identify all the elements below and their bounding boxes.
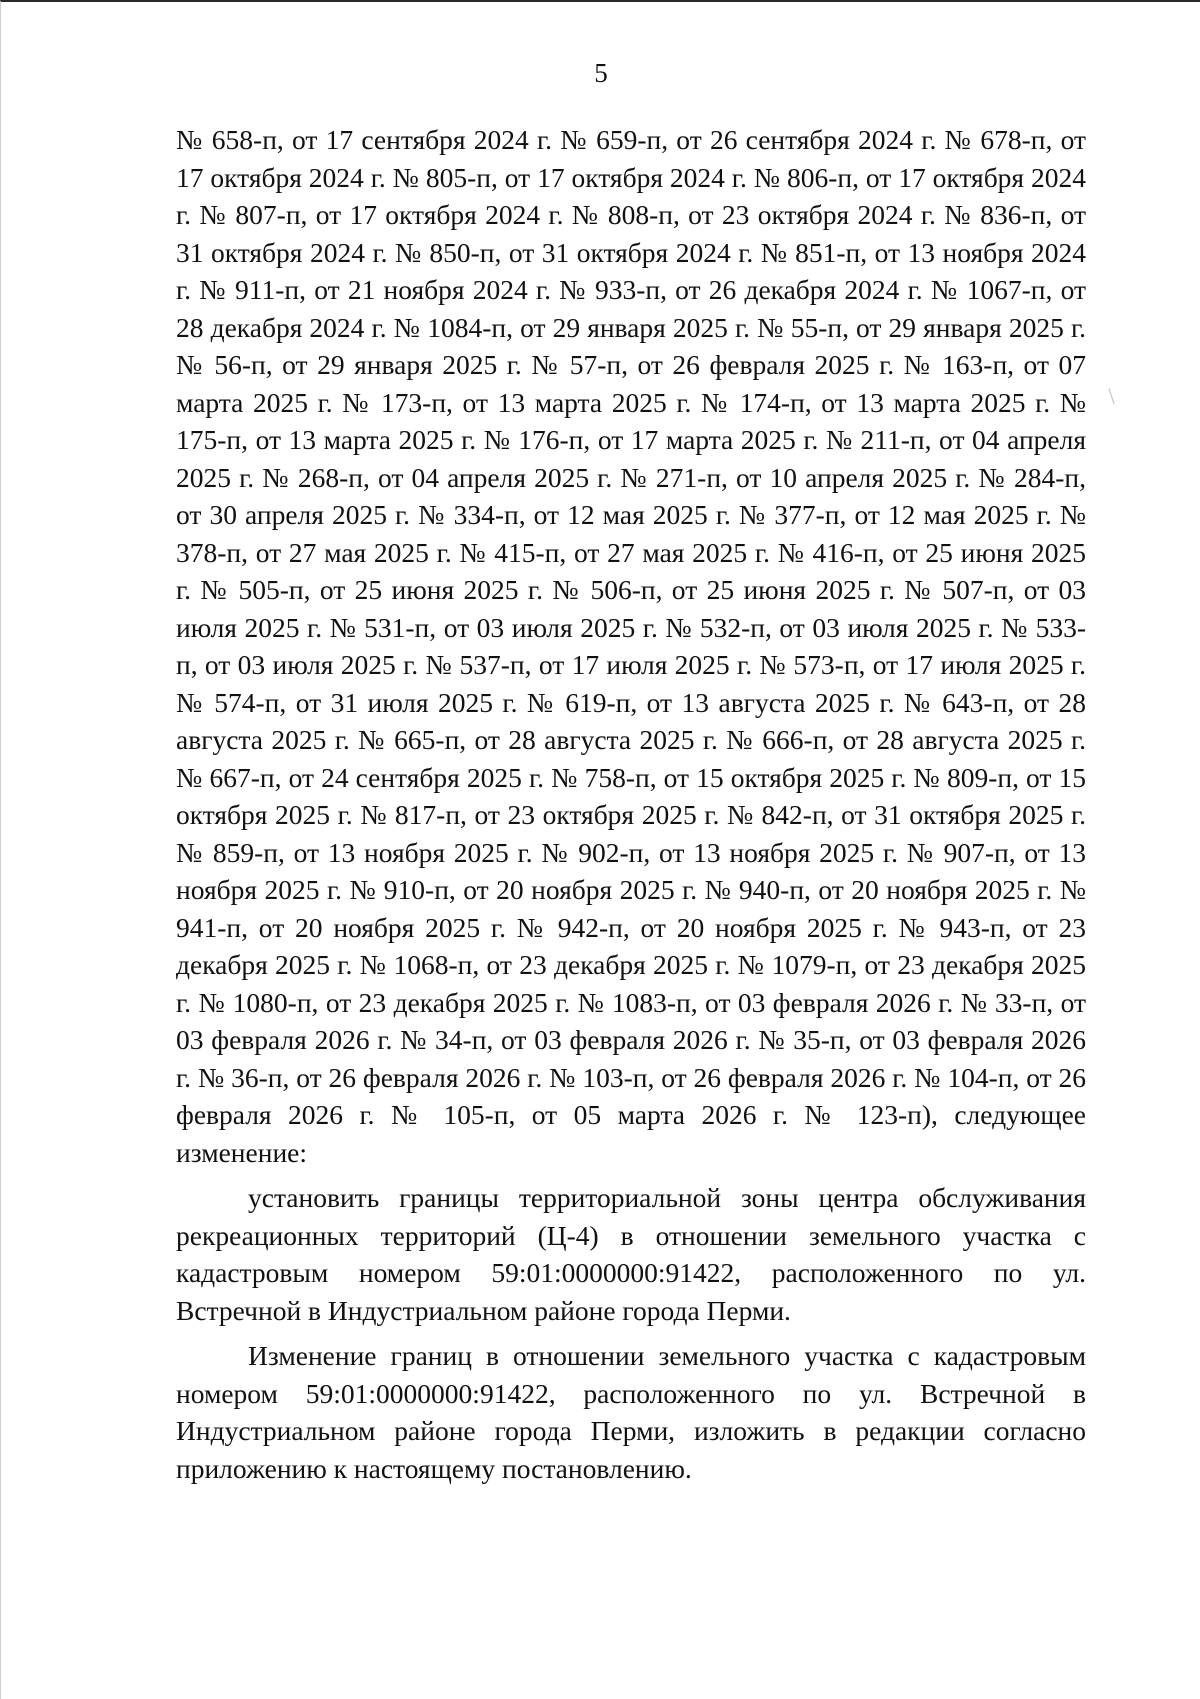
paragraph-resolution-list: № 658-п, от 17 сентября 2024 г. № 659-п, от 26 сентября 2024 г. № 678-п, от 17 октября 2024 г. № 805-п, от 17 октября 2024 г. № 806-п, от 17 октября 2024 г. № 807-п, от 17 октября 2024 г. № 808-п, от 23 октября 2024 г. № 836-п, от 31 октября 2024 г. № 850-п, от 31 октября 2024 г. № 851-п, от 13 ноября 2024 г. № 911-п, от 21 ноября 2024 г. № 933-п, от 26 декабря 2024 г. № 1067-п, от 28 декабря 2024 г. № 1084-п, от 29 января 2025 г. № 55-п, от 29 января 2025 г. № 56-п, от 29 января 2025 г. № 57-п, от 26 февраля 2025 г. № 163-п, от 07 марта 2025 г. № 173-п, от 13 марта 2025 г. № 174-п, от 13 марта 2025 г. № 175-п, от 13 марта 2025 г. № 176-п, от 17 марта 2025 г. № 211-п, от 04 апреля 2025 г. № 268-п, от 04 апреля 2025 г. № 271-п, от 10 апреля 2025 г. № 284-п, от 30 апреля 2025 г. № 334-п, от 12 мая 2025 г. № 377-п, от 12 мая 2025 г. № 378-п, от 27 мая 2025 г. № 415-п, от 27 мая 2025 г. № 416-п, от 25 июня 2025 г. № 505-п, от 25 июня 2025 г. № 506-п, от 25 июня 2025 г. № 507-п, от 03 июля 2025 г. № 531-п, от 03 июля 2025 г. № 532-п, от 03 июля 2025 г. № 533-п, от 03 июля 2025 г. № 537-п, от 17 июля 2025 г. № 573-п, от 17 июля 2025 г. № 574-п, от 31 июля 2025 г. № 619-п, от 13 августа 2025 г. № 643-п, от 28 августа 2025 г. № 665-п, от 28 августа 2025 г. № 666-п, от 28 августа 2025 г. № 667-п, от 24 сентября 2025 г. № 758-п, от 15 октября 2025 г. № 809-п, от 15 октября 2025 г. № 817-п, от 23 октября 2025 г. № 842-п, от 31 октября 2025 г. № 859-п, от 13 ноября 2025 г. № 902-п, от 13 ноября 2025 г. № 907-п, от 13 ноября 2025 г. № 910-п, от 20 ноября 2025 г. № 940-п, от 20 ноября 2025 г. № 941-п, от 20 ноября 2025 г. № 942-п, от 20 ноября 2025 г. № 943-п, от 23 декабря 2025 г. № 1068-п, от 23 декабря 2025 г. № 1079-п, от 23 декабря 2025 г. № 1080-п, от 23 декабря 2025 г. № 1083-п, от 03 февраля 2026 г. № 33-п, от 03 февраля 2026 г. № 34-п, от 03 февраля 2026 г. № 35-п, от 03 февраля 2026 г. № 36-п, от 26 февраля 2026 г. № 103-п, от 26 февраля 2026 г. № 104-п, от 26 февраля 2026 г. № 105-п, от 05 марта 2026 г. № 123-п), следующее изменение: bbox=[176, 124, 1086, 1168]
paragraph-zone-boundaries: установить границы территориальной зоны центра обслуживания рекреационных территорий (Ц-4) в отношении земельного участка с кадастровым номером 59:01:0000000:91422, расположенного по ул. Встречной в Индустриальном районе города Перми. bbox=[176, 1182, 1086, 1326]
page-number: 5 bbox=[594, 58, 608, 88]
document-body bbox=[176, 121, 1086, 1487]
paragraph-boundary-change: Изменение границ в отношении земельного участка с кадастровым номером 59:01:0000000:91422, расположенного по ул. Встречной в Индустриальном районе города Перми, изложить в редакции согласно приложению к настоящему постановлению. bbox=[176, 1340, 1086, 1484]
scan-mark bbox=[1109, 388, 1117, 404]
